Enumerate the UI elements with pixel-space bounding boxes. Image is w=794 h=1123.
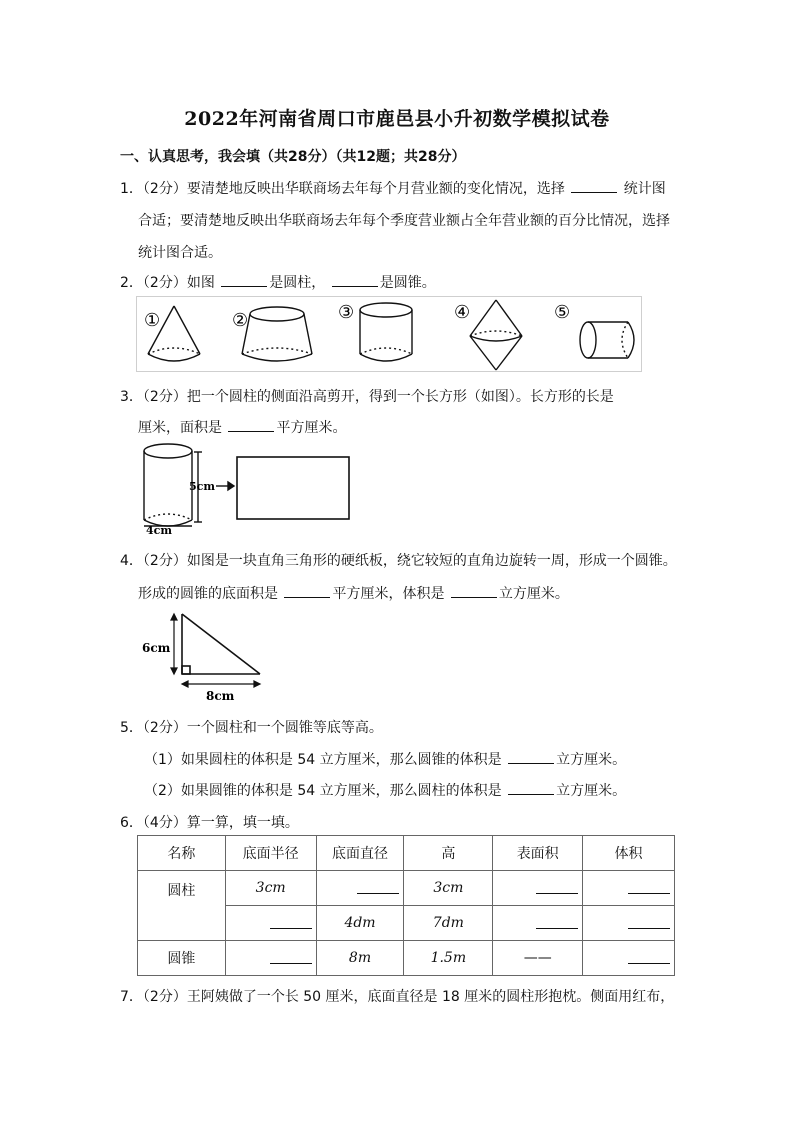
cell-r1-diameter[interactable] bbox=[316, 871, 404, 906]
header-height: 高 bbox=[404, 836, 493, 871]
q1-line2 bbox=[138, 210, 670, 230]
q2-text-b: 是圆柱， bbox=[269, 275, 326, 291]
page-title: 2022年河南省周口市鹿邑县小升初数学模拟试卷 bbox=[184, 108, 610, 130]
q2-blank-2[interactable] bbox=[332, 274, 378, 287]
q4-base-label: 8cm bbox=[206, 689, 235, 703]
shape-label-1: ① bbox=[144, 310, 161, 331]
header-volume: 体积 bbox=[583, 836, 675, 871]
table-header-row bbox=[138, 836, 675, 871]
answer-blank[interactable] bbox=[628, 914, 670, 929]
q3-height-label: 5cm bbox=[189, 480, 215, 493]
q4-line2 bbox=[138, 583, 569, 603]
q5-sub2 bbox=[144, 780, 626, 800]
cell-r1-height: 3cm bbox=[404, 871, 493, 906]
arrow-icon bbox=[216, 482, 234, 490]
q5-sub2-text-a: （2）如果圆锥的体积是 54 立方厘米，那么圆柱的体积是 bbox=[144, 783, 502, 799]
shape-label-2: ② bbox=[232, 310, 249, 331]
q5-sub1-text-b: 立方厘米。 bbox=[556, 752, 627, 768]
right-triangle bbox=[182, 614, 260, 674]
section-heading: 一、认真思考，我会填（共28分）（共12题；共28分） bbox=[120, 149, 466, 165]
answer-blank[interactable] bbox=[357, 879, 399, 894]
q5-line1: 5．（2分）一个圆柱和一个圆锥等底等高。 bbox=[120, 720, 383, 736]
q5-blank-2[interactable] bbox=[508, 782, 554, 795]
cell-r2-volume[interactable] bbox=[583, 906, 675, 941]
q3-blank-1[interactable] bbox=[228, 419, 274, 432]
q2-line bbox=[120, 272, 436, 292]
q1-blank-1[interactable] bbox=[571, 180, 617, 193]
answer-blank[interactable] bbox=[270, 914, 312, 929]
answer-blank[interactable] bbox=[628, 879, 670, 894]
q4-text-c: 立方厘米。 bbox=[498, 586, 569, 602]
q4-blank-2[interactable] bbox=[451, 585, 497, 598]
header-surface-area: 表面积 bbox=[493, 836, 583, 871]
shape-label-4: ④ bbox=[454, 302, 471, 323]
cell-r2-height: 7dm bbox=[404, 906, 493, 941]
q1-text-c: 合适；要清楚地反映出华联商场去年每个季度营业额占全年营业额的百分比情况，选择 bbox=[138, 213, 670, 229]
q3-width-label: 4cm bbox=[146, 524, 172, 537]
q1-text-b: 统计图 bbox=[623, 181, 666, 197]
q5-sub1 bbox=[144, 749, 626, 769]
q2-text-a: 2．（2分）如图 bbox=[120, 275, 215, 291]
answer-blank[interactable] bbox=[270, 949, 312, 964]
answer-blank[interactable] bbox=[536, 879, 578, 894]
q4-text-b: 平方厘米，体积是 bbox=[332, 586, 445, 602]
header-radius: 底面半径 bbox=[225, 836, 316, 871]
cylinder-shape bbox=[360, 303, 412, 361]
height-dimension bbox=[171, 614, 177, 674]
header-name: 名称 bbox=[138, 836, 226, 871]
q1-line3: 统计图合适。 bbox=[138, 245, 222, 261]
answer-blank[interactable] bbox=[628, 949, 670, 964]
q2-blank-1[interactable] bbox=[221, 274, 267, 287]
horizontal-cylinder-shape bbox=[580, 322, 634, 358]
cell-r2-diameter: 4dm bbox=[316, 906, 404, 941]
q5-sub2-text-b: 立方厘米。 bbox=[556, 783, 627, 799]
q3-text-b: 平方厘米。 bbox=[276, 420, 347, 436]
cylinder-name-cell: 圆柱 bbox=[138, 871, 226, 941]
q7-line1: 7．（2分）王阿姨做了一个长 50 厘米，底面直径是 18 厘米的圆柱形抱枕。侧面用红布， bbox=[120, 989, 675, 1005]
q2-text-c: 是圆锥。 bbox=[379, 275, 436, 291]
q4-blank-1[interactable] bbox=[284, 585, 330, 598]
table-row bbox=[138, 941, 675, 976]
q3-line1: 3．（2分）把一个圆柱的侧面沿高剪开，得到一个长方形（如图）。长方形的长是 bbox=[120, 389, 614, 405]
q5-sub1-text-a: （1）如果圆柱的体积是 54 立方厘米，那么圆锥的体积是 bbox=[144, 752, 502, 768]
cell-r3-height: 1.5m bbox=[404, 941, 493, 976]
q4-height-label: 6cm bbox=[142, 641, 171, 655]
q5-blank-1[interactable] bbox=[508, 751, 554, 764]
cell-r1-surface[interactable] bbox=[493, 871, 583, 906]
q4-text-a: 形成的圆锥的底面积是 bbox=[138, 586, 278, 602]
cell-r3-volume[interactable] bbox=[583, 941, 675, 976]
base-dimension bbox=[182, 681, 260, 687]
shape-label-3: ③ bbox=[338, 302, 355, 323]
q1-text-a: 1．（2分）要清楚地反映出华联商场去年每个月营业额的变化情况，选择 bbox=[120, 181, 565, 197]
q4-line1: 4．（2分）如图是一块直角三角形的硬纸板，绕它较短的直角边旋转一周，形成一个圆锥。 bbox=[120, 553, 677, 569]
q3-line2 bbox=[138, 417, 346, 437]
frustum-shape bbox=[242, 307, 312, 361]
q2-shapes-figure bbox=[136, 296, 642, 372]
q3-figure bbox=[136, 440, 354, 538]
cell-r2-surface[interactable] bbox=[493, 906, 583, 941]
cell-r2-radius[interactable] bbox=[225, 906, 316, 941]
q4-triangle-figure bbox=[136, 606, 266, 706]
double-cone-shape bbox=[470, 300, 522, 370]
shape-label-5: ⑤ bbox=[554, 302, 571, 323]
q1-line1 bbox=[120, 178, 666, 198]
cell-r3-diameter: 8m bbox=[316, 941, 404, 976]
cone-name-cell: 圆锥 bbox=[138, 941, 226, 976]
cell-r1-volume[interactable] bbox=[583, 871, 675, 906]
q6-line1: 6．（4分）算一算，填一填。 bbox=[120, 815, 299, 831]
table-row bbox=[138, 871, 675, 906]
cell-r3-surface: —— bbox=[493, 941, 583, 976]
cell-r3-radius[interactable] bbox=[225, 941, 316, 976]
header-diameter: 底面直径 bbox=[316, 836, 404, 871]
q6-table bbox=[137, 835, 675, 976]
q3-rectangle bbox=[237, 457, 349, 519]
cell-r1-radius: 3cm bbox=[225, 871, 316, 906]
answer-blank[interactable] bbox=[536, 914, 578, 929]
q3-text-a: 厘米，面积是 bbox=[138, 420, 222, 436]
